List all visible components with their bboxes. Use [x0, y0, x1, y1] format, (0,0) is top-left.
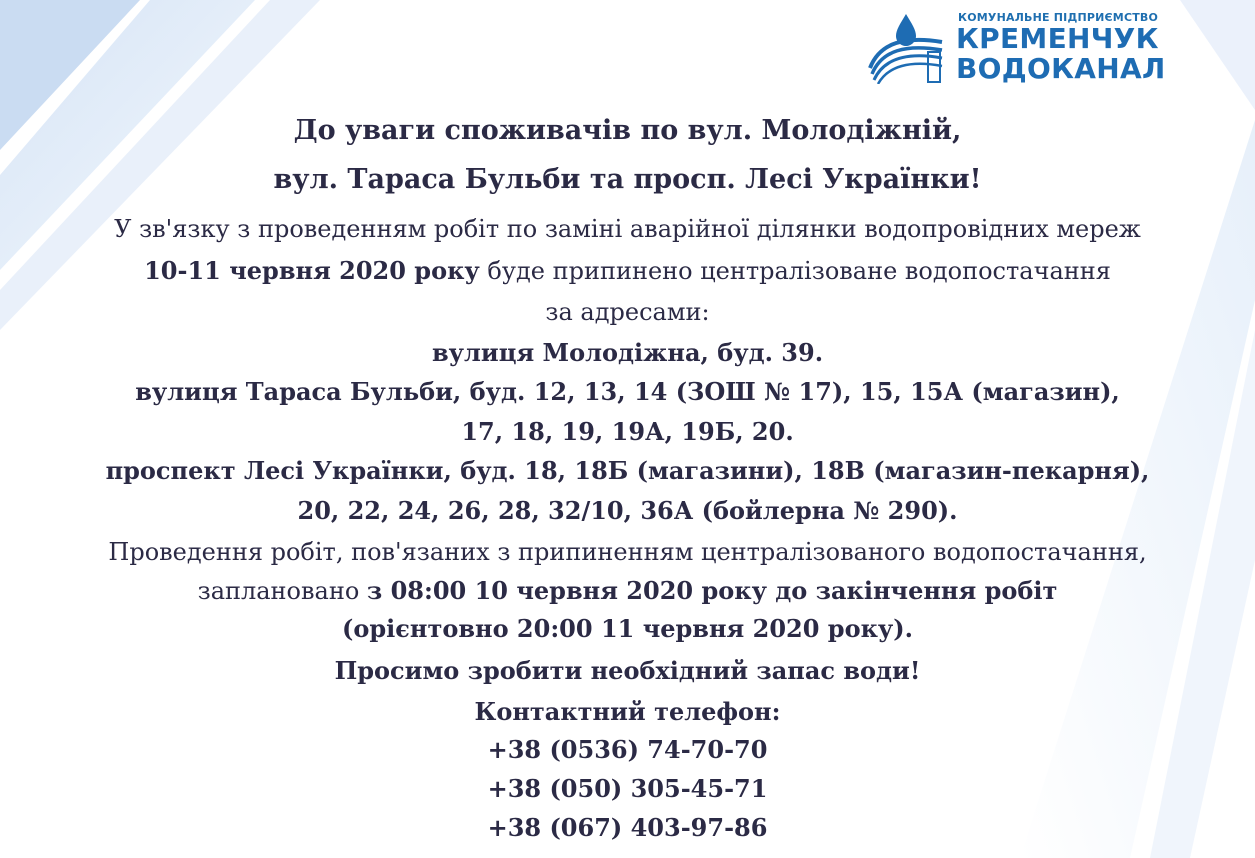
notice-title-line1: До уваги споживачів по вул. Молодіжній,	[293, 115, 962, 146]
logo-name-line1: КРЕМЕНЧУК	[956, 22, 1159, 55]
schedule-prefix: заплановано	[197, 577, 367, 605]
intro-line1: У зв'язку з проведенням робіт по заміні аварійної ділянки водопровідних мереж	[114, 215, 1141, 243]
address-line: 20, 22, 24, 26, 28, 32/10, 36А (бойлерна № 290).	[297, 496, 958, 525]
address-line: проспект Лесі Українки, буд. 18, 18Б (магазини), 18В (магазин-пекарня),	[105, 456, 1150, 485]
schedule-line2	[0, 576, 1255, 606]
phone-number: +38 (0536) 74-70-70	[487, 735, 768, 764]
company-logo	[866, 8, 1176, 86]
request-line: Просимо зробити необхідний запас води!	[334, 656, 921, 685]
intro-line3: за адресами:	[545, 298, 710, 326]
notice-title-line2: вул. Тараса Бульби та просп. Лесі Українки!	[273, 164, 982, 195]
logo-name-line2: ВОДОКАНАЛ	[956, 52, 1166, 85]
schedule-bold: з 08:00 10 червня 2020 року до закінчення робіт	[366, 576, 1058, 605]
intro-line2-rest: буде припинено централізоване водопостачання	[479, 257, 1111, 285]
address-line: вулиця Тараса Бульби, буд. 12, 13, 14 (ЗОШ № 17), 15, 15А (магазин),	[135, 377, 1120, 406]
intro-line2	[0, 256, 1255, 286]
schedule-line1: Проведення робіт, пов'язаних з припиненням централізованого водопостачання,	[108, 538, 1147, 566]
phone-number: +38 (067) 403-97-86	[487, 813, 768, 842]
intro-date: 10-11 червня 2020 року	[144, 256, 480, 285]
address-line: вулиця Молодіжна, буд. 39.	[431, 338, 824, 367]
contact-label: Контактний телефон:	[474, 697, 781, 726]
address-line: 17, 18, 19, 19А, 19Б, 20.	[461, 417, 794, 446]
schedule-line3: (орієнтовно 20:00 11 червня 2020 року).	[342, 614, 913, 643]
logo-org-type: КОМУНАЛЬНЕ ПІДПРИЄМСТВО	[958, 11, 1159, 24]
water-drop-wave-logo-icon	[866, 12, 946, 84]
phone-number: +38 (050) 305-45-71	[487, 774, 768, 803]
